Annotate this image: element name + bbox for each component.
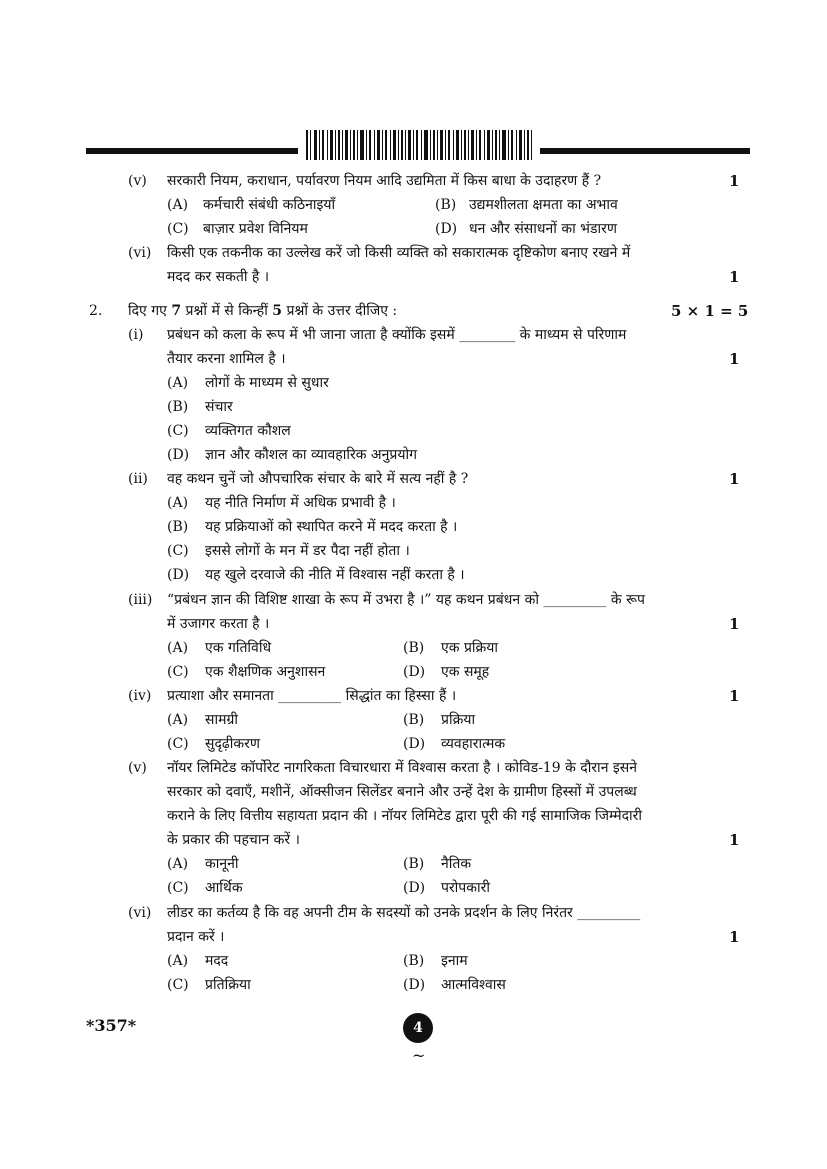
option-label: (D)	[403, 736, 426, 752]
option-text: सामग्री	[205, 712, 238, 728]
option-text: आर्थिक	[205, 880, 243, 896]
option-text: आत्मविश्वास	[441, 977, 506, 993]
option-text: लोगों के माध्यम से सुधार	[205, 375, 329, 391]
marks: 1	[729, 470, 740, 488]
option-text: व्यवहारात्मक	[441, 736, 506, 752]
question-number: (vi)	[128, 905, 152, 921]
marks: 1	[729, 831, 740, 849]
option-label: (C)	[167, 736, 189, 752]
paper-code: *357*	[86, 1016, 137, 1035]
tilde-mark: ~	[412, 1046, 426, 1065]
marks: 1	[729, 350, 740, 368]
option-text: कानूनी	[205, 856, 239, 872]
option-label: (D)	[403, 977, 426, 993]
section-marks: 5 × 1 = 5	[671, 302, 749, 320]
question-text: प्रबंधन को कला के रूप में भी जाना जाता है क्योंकि इसमें ________ के माध्यम से परिणाम	[167, 327, 627, 343]
option-text: मदद	[205, 953, 229, 969]
option-label: (A)	[167, 953, 189, 969]
option-label: (C)	[167, 880, 189, 896]
option-label: (B)	[167, 519, 189, 535]
option-text: प्रक्रिया	[441, 712, 476, 728]
option-text: उद्यमशीलता क्षमता का अभाव	[469, 197, 618, 213]
option-label: (D)	[167, 567, 190, 583]
question-number: (iii)	[128, 592, 153, 608]
option-text: बाज़ार प्रवेश विनियम	[203, 221, 308, 237]
header-rule-right	[540, 148, 750, 154]
question-number: (vi)	[128, 245, 152, 261]
marks: 1	[729, 268, 740, 286]
option-label: (B)	[403, 712, 425, 728]
option-label: (B)	[403, 640, 425, 656]
question-text: किसी एक तकनीक का उल्लेख करें जो किसी व्यक्ति को सकारात्मक दृष्टिकोण बनाए रखने में	[167, 245, 631, 261]
option-label: (C)	[167, 423, 189, 439]
option-text: व्यक्तिगत कौशल	[205, 423, 291, 439]
option-text: एक प्रक्रिया	[441, 640, 499, 656]
question-number: (v)	[128, 173, 147, 189]
option-text: यह नीति निर्माण में अधिक प्रभावी है ।	[205, 495, 396, 511]
question-text: प्रदान करें ।	[167, 929, 225, 945]
question-number: (v)	[128, 760, 147, 776]
option-text: इनाम	[441, 953, 468, 969]
question-number: (i)	[128, 327, 144, 343]
option-text: कर्मचारी संबंधी कठिनाइयाँ	[203, 197, 336, 213]
barcode-icon	[306, 130, 532, 160]
question-text: कराने के लिए वित्तीय सहायता प्रदान की । नॉयर लिमिटेड द्वारा पूरी की गई सामाजिक जिम्मेदारी	[167, 808, 643, 824]
option-label: (C)	[167, 543, 189, 559]
question-instruction: दिए गए 7 प्रश्नों में से किन्हीं 5 प्रश्नों के उत्तर दीजिए :	[128, 303, 398, 319]
marks: 1	[729, 687, 740, 705]
option-text: परोपकारी	[441, 880, 490, 896]
option-label: (A)	[167, 495, 189, 511]
option-label: (A)	[167, 197, 189, 213]
question-text: “प्रबंधन ज्ञान की विशिष्ट शाखा के रूप में उभरा है ।” यह कथन प्रबंधन को _________ के रूप	[167, 592, 645, 608]
page-number: 4	[403, 1013, 433, 1043]
question-number: (ii)	[128, 471, 148, 487]
option-label: (B)	[435, 197, 457, 213]
option-text: सुदृढ़ीकरण	[205, 736, 261, 752]
question-text: के प्रकार की पहचान करें ।	[167, 832, 300, 848]
question-text: प्रत्याशा और समानता _________ सिद्धांत का हिस्सा हैं ।	[167, 688, 457, 704]
question-text: सरकार को दवाएँ, मशीनें, ऑक्सीजन सिलेंडर बनाने और उन्हें देश के ग्रामीण हिस्सों में उपलब्ध	[167, 784, 637, 800]
option-label: (A)	[167, 856, 189, 872]
option-label: (B)	[403, 953, 425, 969]
option-label: (C)	[167, 664, 189, 680]
question-text: सरकारी नियम, कराधान, पर्यावरण नियम आदि उद्यमिता में किस बाधा के उदाहरण हैं ?	[167, 173, 602, 189]
option-text: नैतिक	[441, 856, 472, 872]
option-label: (A)	[167, 640, 189, 656]
question-text: तैयार करना शामिल है ।	[167, 351, 286, 367]
option-label: (B)	[167, 399, 189, 415]
option-text: ज्ञान और कौशल का व्यावहारिक अनुप्रयोग	[205, 447, 417, 463]
option-label: (D)	[403, 664, 426, 680]
question-text: नॉयर लिमिटेड कॉर्पोरेट नागरिकता विचारधारा में विश्वास करता है । कोविड-19 के दौरान इसने	[167, 760, 638, 776]
marks: 1	[729, 928, 740, 946]
question-text: मदद कर सकती है ।	[167, 269, 270, 285]
option-label: (A)	[167, 712, 189, 728]
option-label: (A)	[167, 375, 189, 391]
option-text: संचार	[205, 399, 233, 415]
option-text: इससे लोगों के मन में डर पैदा नहीं होता ।	[205, 543, 410, 559]
option-label: (D)	[167, 447, 190, 463]
option-text: धन और संसाधनों का भंडारण	[469, 221, 617, 237]
question-text: लीडर का कर्तव्य है कि वह अपनी टीम के सदस्यों को उनके प्रदर्शन के लिए निरंतर _________	[167, 905, 641, 921]
marks: 1	[729, 615, 740, 633]
question-number: 2.	[89, 303, 103, 319]
question-text: में उजागर करता है ।	[167, 616, 270, 632]
option-text: एक शैक्षणिक अनुशासन	[205, 664, 326, 680]
option-text: प्रतिक्रिया	[205, 977, 251, 993]
option-text: यह प्रक्रियाओं को स्थापित करने में मदद करता है ।	[205, 519, 458, 535]
option-text: एक समूह	[441, 664, 490, 680]
option-label: (C)	[167, 977, 189, 993]
question-number: (iv)	[128, 688, 152, 704]
option-label: (D)	[435, 221, 458, 237]
option-text: यह खुले दरवाजे की नीति में विश्वास नहीं करता है ।	[205, 567, 465, 583]
option-label: (C)	[167, 221, 189, 237]
option-label: (D)	[403, 880, 426, 896]
question-text: वह कथन चुनें जो औपचारिक संचार के बारे में सत्य नहीं है ?	[167, 471, 469, 487]
option-label: (B)	[403, 856, 425, 872]
option-text: एक गतिविधि	[205, 640, 272, 656]
marks: 1	[729, 172, 740, 190]
header-rule-left	[86, 148, 298, 154]
